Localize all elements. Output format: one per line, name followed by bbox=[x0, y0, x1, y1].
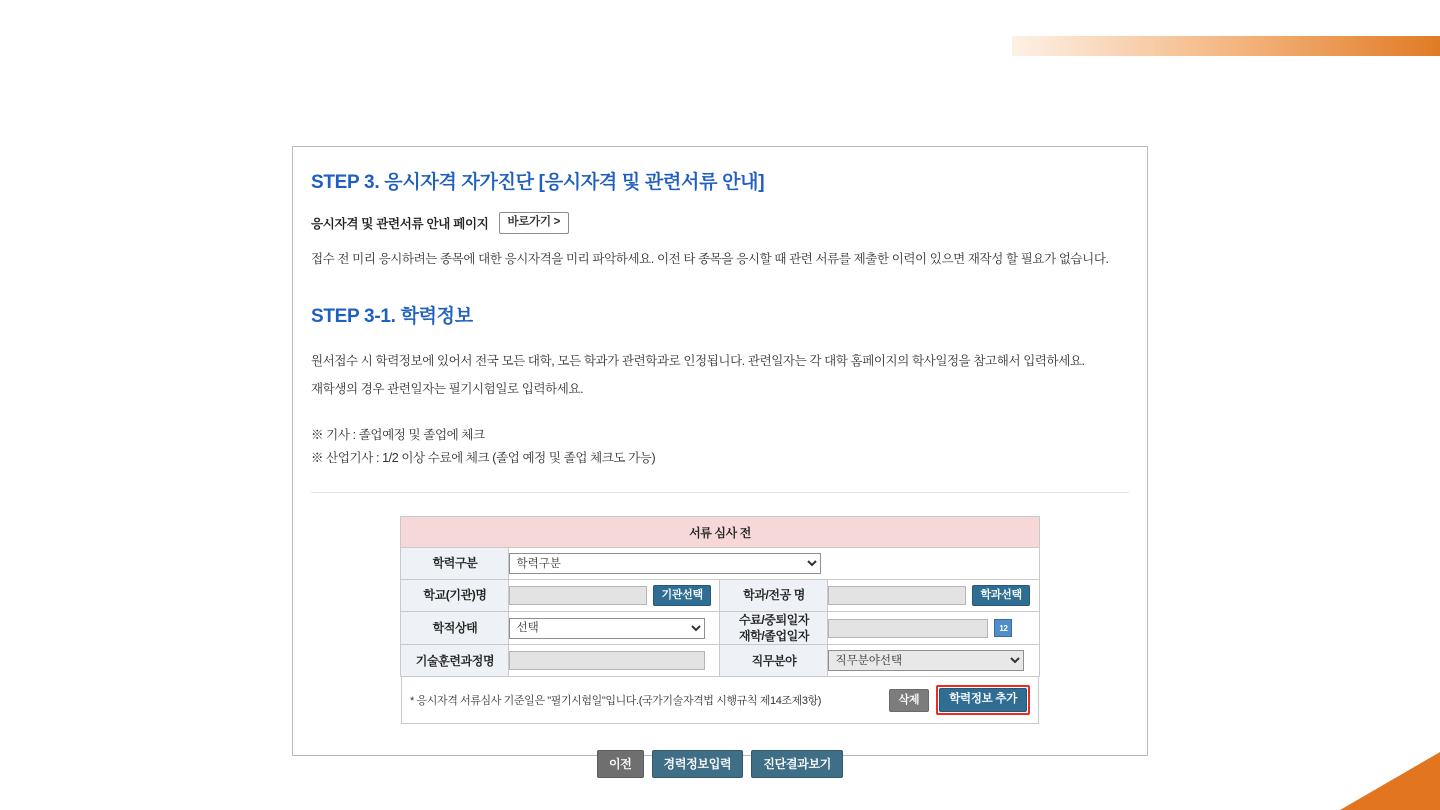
step3-title: STEP 3. 응시자격 자가진단 [응시자격 및 관련서류 안내] bbox=[311, 172, 765, 193]
edu-type-label: 학력구분 bbox=[401, 548, 509, 580]
table-row bbox=[401, 580, 1039, 612]
calendar-icon[interactable]: 12 bbox=[994, 619, 1012, 637]
education-form-table bbox=[400, 516, 1039, 677]
section-divider bbox=[311, 492, 1129, 493]
content-card bbox=[292, 146, 1148, 771]
school-select-button[interactable]: 기관선택 bbox=[653, 585, 710, 606]
date-label-line2: 재학/졸업일자 bbox=[738, 629, 810, 644]
edu-type-select[interactable] bbox=[509, 553, 821, 574]
job-field-cell bbox=[828, 645, 1039, 677]
delete-button[interactable]: 삭제 bbox=[889, 689, 930, 712]
edu-status-select[interactable] bbox=[509, 618, 705, 639]
major-cell bbox=[828, 580, 1039, 612]
edu-type-cell bbox=[509, 548, 1039, 580]
date-label bbox=[720, 612, 828, 645]
table-header-label: 서류 심사 전 bbox=[401, 517, 1039, 548]
school-name-input[interactable] bbox=[509, 586, 647, 605]
major-select-button[interactable]: 학과선택 bbox=[972, 585, 1029, 606]
step3-1-paragraph-line1: 원서접수 시 학력정보에 있어서 전국 모든 대학, 모든 학과가 관련학과로 인정됩니다. 관련일자는 각 대학 홈페이지의 학사일정을 참고해서 입력하세요. bbox=[311, 354, 1085, 369]
form-footnote-text: * 응시자격 서류심사 기준일은 "필기시험일"입니다.(국가기술자격법 시행규칙 제14조제3항) bbox=[410, 695, 822, 708]
school-name-label: 학교(기관)명 bbox=[401, 580, 509, 612]
date-cell bbox=[828, 612, 1039, 645]
bottom-button-row bbox=[321, 750, 1119, 778]
add-education-highlight bbox=[936, 685, 1030, 715]
course-name-label: 기술훈련과정명 bbox=[401, 645, 509, 677]
date-label-line1: 수료/중퇴일자 bbox=[738, 613, 810, 627]
note-engineer: ※ 기사 : 졸업예정 및 졸업에 체크 bbox=[311, 427, 485, 442]
edu-status-cell bbox=[509, 612, 720, 645]
step3-paragraph: 접수 전 미리 응시하려는 종목에 대한 응시자격을 미리 파악하세요. 이전 타 종목을 응시할 때 관련 서류를 제출한 이력이 있으면 재작성 할 필요가 없습니다. bbox=[311, 251, 1109, 266]
note-industrial-engineer: ※ 산업기사 : 1/2 이상 수료에 체크 (졸업 예정 및 졸업 체크도 가능) bbox=[311, 450, 656, 465]
school-name-cell bbox=[509, 580, 720, 612]
education-form-area bbox=[311, 494, 1129, 778]
job-field-select[interactable] bbox=[828, 650, 1024, 671]
bottom-decorative-triangle bbox=[1340, 752, 1440, 810]
table-header-row bbox=[401, 517, 1039, 548]
career-input-button[interactable]: 경력정보입력 bbox=[652, 750, 744, 778]
step3-1-title: STEP 3-1. 학력정보 bbox=[311, 306, 473, 328]
form-footnote-buttons bbox=[889, 685, 1030, 715]
guide-row bbox=[311, 212, 1129, 234]
major-input[interactable] bbox=[828, 586, 966, 605]
top-decorative-ribbon bbox=[1012, 36, 1440, 56]
form-footnote-row bbox=[401, 677, 1039, 724]
notes-block bbox=[311, 424, 1129, 470]
step3-1-paragraph-line2: 재학생의 경우 관련일자는 필기시험일로 입력하세요. bbox=[311, 382, 584, 396]
course-name-input[interactable] bbox=[509, 651, 705, 670]
view-result-button[interactable]: 진단결과보기 bbox=[751, 750, 843, 778]
guide-link-button[interactable]: 바로가기 > bbox=[499, 212, 570, 234]
table-row bbox=[401, 548, 1039, 580]
prev-button[interactable]: 이전 bbox=[597, 750, 644, 778]
job-field-label: 직무분야 bbox=[720, 645, 828, 677]
table-row bbox=[401, 612, 1039, 645]
major-label: 학과/전공 명 bbox=[720, 580, 828, 612]
date-input[interactable] bbox=[828, 619, 988, 638]
guide-label: 응시자격 및 관련서류 안내 페이지 bbox=[311, 216, 489, 231]
table-row bbox=[401, 645, 1039, 677]
edu-status-label: 학적상태 bbox=[401, 612, 509, 645]
course-name-cell bbox=[509, 645, 720, 677]
add-education-button[interactable]: 학력정보 추가 bbox=[939, 688, 1027, 712]
